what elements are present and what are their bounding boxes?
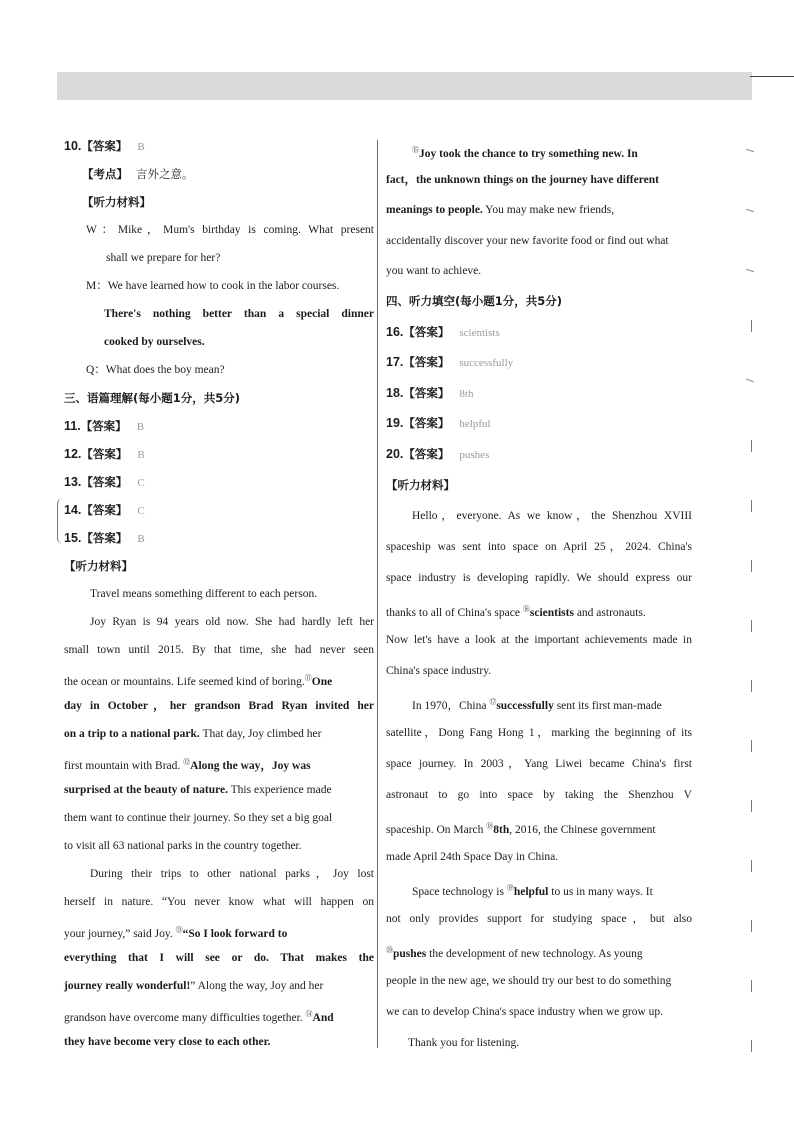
passage-line: space journey. In 2003，Yang Liwei became China's first: [386, 758, 692, 770]
passage-line: China's space industry.: [386, 665, 492, 677]
passage-line: herself in nature. “You never know what will happen on: [64, 896, 374, 908]
answer-17: 17.【答案】 successfully: [386, 355, 514, 369]
passage-line: Hello，everyone. As we know，the Shenzhou XVIII: [412, 510, 692, 522]
answer-10: 10.【答案】 B: [64, 139, 145, 153]
answer-13: 13.【答案】 C: [64, 475, 145, 489]
passage-line: first mountain with Brad. ⑫Along the way，Joy was: [64, 758, 311, 772]
kaodian-line: 【考点】 言外之意。: [82, 167, 194, 181]
passage-line: Joy Ryan is 94 years old now. She had hardly left her: [90, 616, 374, 628]
passage-line: on a trip to a national park. That day, Joy climbed her: [64, 728, 322, 740]
passage-line: people in the new age, we should try our best to do something: [386, 975, 672, 987]
passage-line: satellite，Dong Fang Hong 1，marking the beginning of its: [386, 727, 692, 739]
passage-line: thanks to all of China's space ⑯scientists and astronauts.: [386, 605, 646, 619]
binding-edge-marks: [744, 120, 794, 1080]
section-4-heading: 四、听力填空(每小题1分，共5分): [386, 294, 563, 308]
listening-material-label-3: 【听力材料】: [386, 478, 455, 492]
answer-11: 11.【答案】 B: [64, 419, 145, 433]
passage-line: meanings to people. You may make new friends,: [386, 204, 615, 216]
passage-line: them want to continue their journey. So they set a big goal: [64, 812, 333, 824]
passage-line: space industry is developing rapidly. We should express our: [386, 572, 692, 584]
header-rule: [750, 76, 794, 77]
listening-material-label-2: 【听力材料】: [64, 559, 133, 573]
listening-material-label: 【听力材料】: [82, 195, 151, 209]
passage-line: In 1970，China ⑰successfully sent its first man-made: [412, 698, 662, 712]
dialogue-m2: There's nothing better than a special dinner: [104, 308, 374, 320]
answer-19: 19.【答案】 helpful: [386, 416, 491, 430]
dialogue-w1: W：Mike，Mum's birthday is coming. What present: [86, 224, 374, 236]
answer-12: 12.【答案】 B: [64, 447, 145, 461]
passage-line: you want to achieve.: [386, 265, 482, 277]
dialogue-m3: cooked by ourselves.: [104, 336, 205, 348]
margin-bracket: [57, 498, 64, 544]
passage-line: ⑳pushes the development of new technology. As young: [386, 946, 643, 960]
dialogue-q: Q：What does the boy mean?: [86, 364, 225, 376]
passage-line: they have become very close to each other.: [64, 1036, 271, 1048]
passage-line: fact，the unknown things on the journey have different: [386, 174, 659, 186]
column-divider: [377, 140, 378, 1048]
passage-line: small town until 2015. By that time, she had never seen: [64, 644, 374, 656]
passage-line: surprised at the beauty of nature. This experience made: [64, 784, 332, 796]
passage-line: everything that I will see or do. That makes the: [64, 952, 374, 964]
passage-line: spaceship. On March ⑱8th, 2016, the Chinese government: [386, 822, 656, 836]
passage-line: journey really wonderful!” Along the way, Joy and her: [64, 980, 324, 992]
passage-line: your journey,” said Joy. ⑬“So I look forward to: [64, 926, 288, 940]
passage-line: to visit all 63 national parks in the country together.: [64, 840, 302, 852]
passage-line: Thank you for listening.: [408, 1037, 520, 1049]
passage-line: grandson have overcome many difficulties together. ⑭And: [64, 1010, 334, 1024]
passage-line: Space technology is ⑲helpful to us in many ways. It: [412, 884, 653, 898]
answer-14: 14.【答案】 C: [64, 503, 145, 517]
passage-line: made April 24th Space Day in China.: [386, 851, 559, 863]
passage-line: ⑮Joy took the chance to try something new. In: [412, 146, 638, 160]
passage-line: not only provides support for studying space，but also: [386, 913, 692, 925]
header-band: [57, 72, 752, 100]
dialogue-m1: M：We have learned how to cook in the labor courses.: [86, 280, 340, 292]
passage-line: spaceship was sent into space on April 25，2024. China's: [386, 541, 692, 553]
answer-18: 18.【答案】 8th: [386, 386, 474, 400]
answer-20: 20.【答案】 pushes: [386, 447, 490, 461]
passage-line: Travel means something different to each person.: [90, 588, 318, 600]
answer-15: 15.【答案】 B: [64, 531, 145, 545]
passage-line: astronaut to go into space by taking the Shenzhou V: [386, 789, 692, 801]
answer-16: 16.【答案】 scientists: [386, 325, 500, 339]
dialogue-w2: shall we prepare for her?: [106, 252, 221, 264]
passage-line: day in October，her grandson Brad Ryan invited her: [64, 700, 374, 712]
passage-line: During their trips to other national parks，Joy lost: [90, 868, 374, 880]
passage-line: Now let's have a look at the important achievements made in: [386, 634, 692, 646]
section-3-heading: 三、语篇理解(每小题1分，共5分): [64, 391, 241, 405]
passage-line: accidentally discover your new favorite food or find out what: [386, 235, 669, 247]
passage-line: the ocean or mountains. Life seemed kind of boring.⑪One: [64, 674, 333, 688]
passage-line: we can to develop China's space industry when we grow up.: [386, 1006, 664, 1018]
